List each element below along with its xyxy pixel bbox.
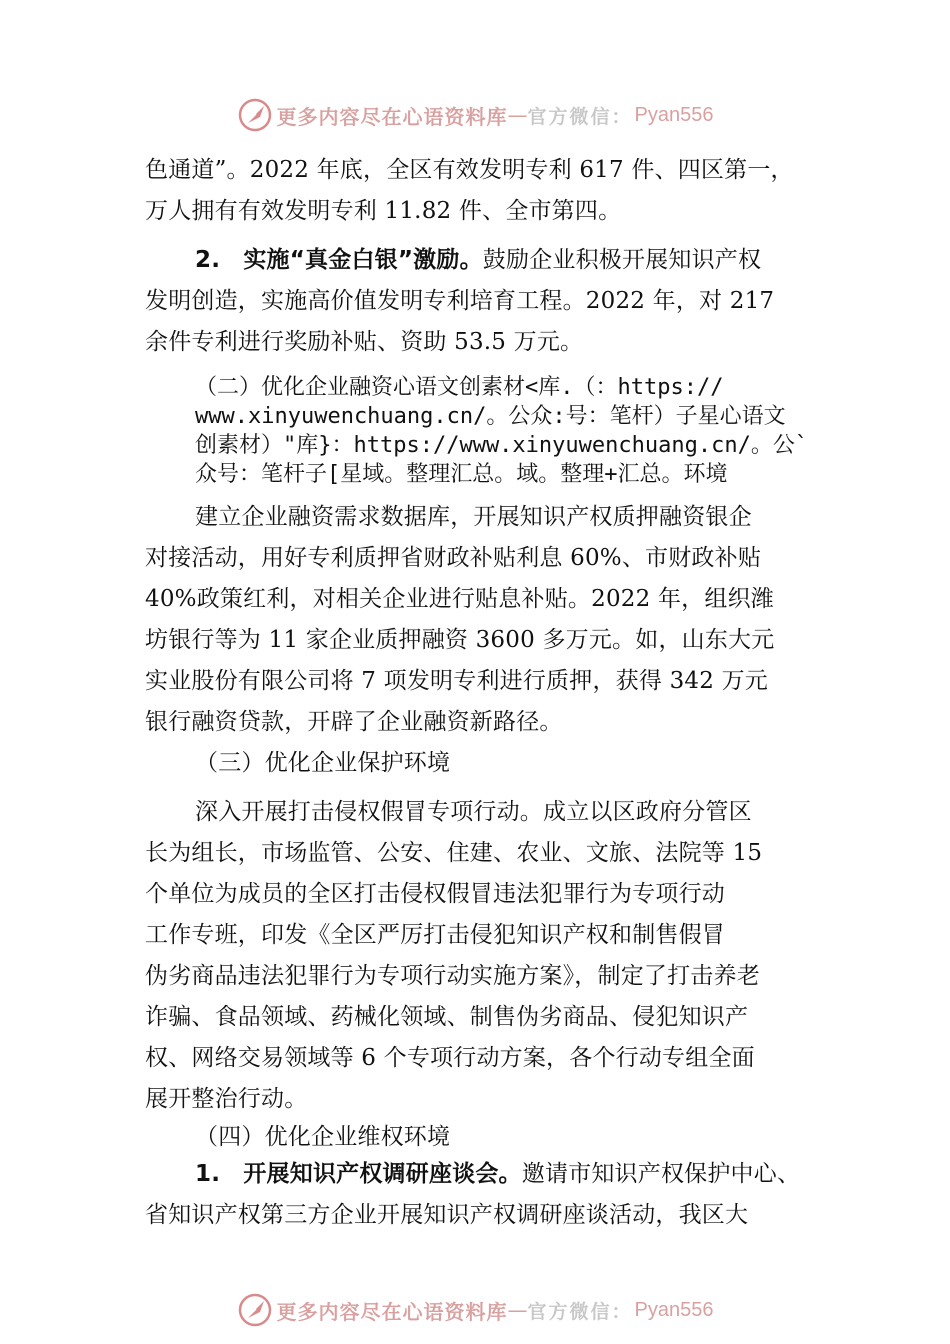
text-line: 对接活动，用好专利质押省财政补贴利息 60%、市财政补贴 [145,545,762,571]
text-line: 个单位为成员的全区打击侵权假冒违法犯罪行为专项行动 [145,881,725,907]
text-line: 深入开展打击侵权假冒专项行动。成立以区政府分管区 [195,799,752,825]
text-line: 银行融资贷款，开辟了企业融资新路径。 [145,709,563,735]
header-banner [0,95,950,135]
text-line: 伪劣商品违法犯罪行为专项行动实施方案》，制定了打击养老 [145,963,760,989]
banner-separator: — [507,1298,528,1322]
garbled-heading-line: （二）优化企业融资心语文创素材<库.（：https:// [195,375,724,400]
item-heading: 2. 实施“真金白银”激励。 [195,247,483,273]
item-text: 鼓励企业积极开展知识产权 [482,247,762,273]
banner-separator: — [507,103,528,127]
quill-logo-icon [237,1292,273,1328]
text-line: 万人拥有有效发明专利 11.82 件、全市第四。 [145,198,622,224]
banner-wechat-id: Pyan556 [634,103,714,126]
garbled-heading-line: 众号：笔杆子[星域。整理汇总。域。整理+汇总。环境 [195,462,728,487]
banner-wechat-label: 官方微信： [527,105,633,128]
text-line: 发明创造，实施高价值发明专利培育工程。2022 年，对 217 [145,288,775,314]
banner-wechat-label: 官方微信： [527,1300,633,1323]
text-line: 省知识产权第三方企业开展知识产权调研座谈活动，我区大 [145,1202,749,1228]
quill-logo-icon [237,97,273,133]
text-line: 余件专利进行奖励补贴、资助 53.5 万元。 [145,329,584,355]
item-heading: 1. 开展知识产权调研座谈会。 [195,1161,522,1187]
text-line: 展开整治行动。 [145,1086,308,1112]
section-heading: （四）优化企业维权环境 [195,1124,451,1150]
text-line: 色通道”。2022 年底，全区有效发明专利 617 件、四区第一， [145,157,794,183]
text-line: 诈骗、食品领域、药械化领域、制售伪劣商品、侵犯知识产 [145,1004,749,1030]
footer-banner [0,1290,950,1330]
text-line: 坊银行等为 11 家企业质押融资 3600 多万元。如，山东大元 [145,627,775,653]
banner-wechat-id: Pyan556 [634,1298,714,1321]
text-line [145,1154,835,1195]
text-line: 建立企业融资需求数据库，开展知识产权质押融资银企 [195,504,752,530]
item-text: 邀请市知识产权保护中心、 [521,1161,801,1187]
garbled-heading-line: 创素材）"库}：https://www.xinyuwenchuang.cn/。公` [195,433,809,458]
text-line: 实业股份有限公司将 7 项发明专利进行质押，获得 342 万元 [145,668,768,694]
document-body [145,150,835,1236]
text-line: 工作专班，印发《全区严厉打击侵犯知识产权和制售假冒 [145,922,725,948]
text-line [145,240,835,281]
section-heading: （三）优化企业保护环境 [195,750,451,776]
text-line: 长为组长，市场监管、公安、住建、农业、文旅、法院等 15 [145,840,763,866]
text-line: 40%政策红利，对相关企业进行贴息补贴。2022 年，组织潍 [145,586,774,612]
banner-text: 更多内容尽在心语资料库 [276,1299,508,1324]
banner-text: 更多内容尽在心语资料库 [276,104,508,129]
text-line: 权、网络交易领域等 6 个专项行动方案，各个行动专组全面 [145,1045,755,1071]
garbled-heading-line: www.xinyuwenchuang.cn/。公众:号：笔杆）子星心语文 [195,404,786,429]
